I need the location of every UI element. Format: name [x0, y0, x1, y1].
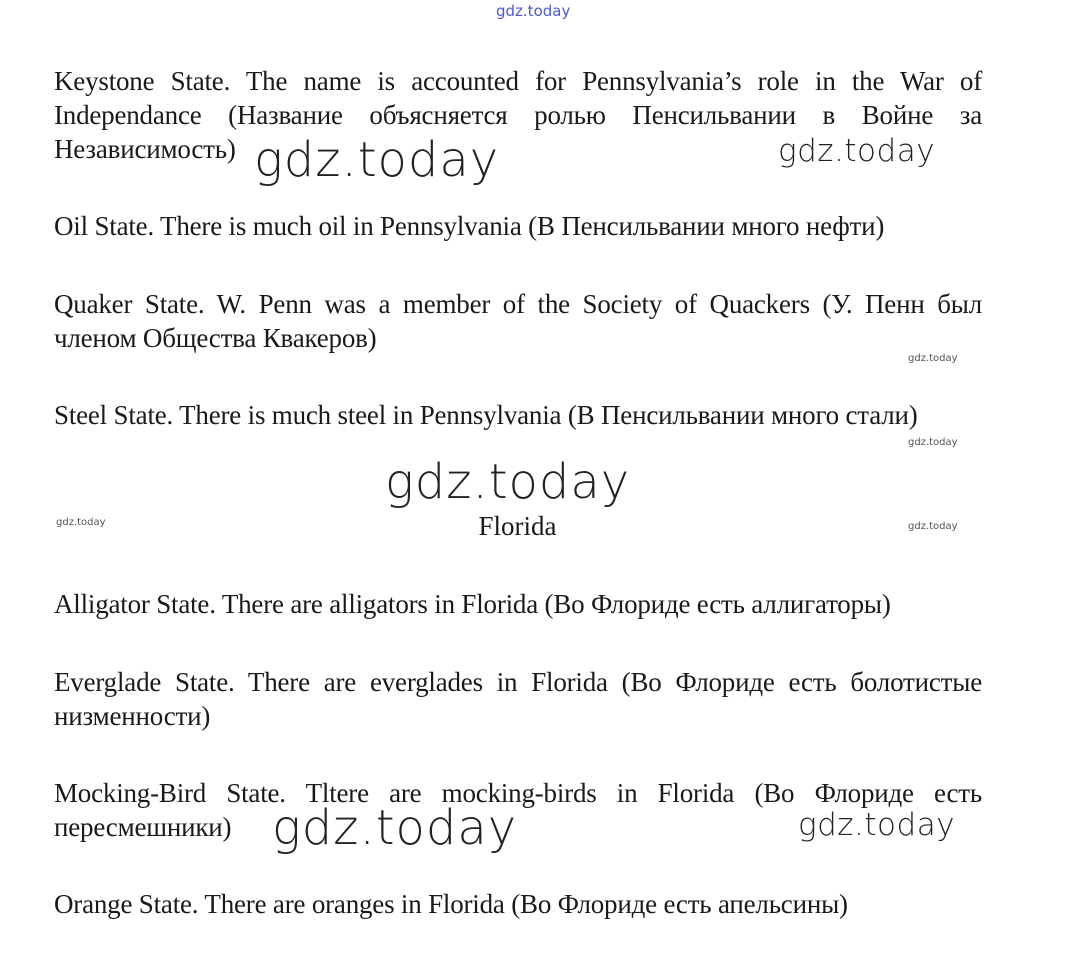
watermark-large-2: gdz.today: [385, 454, 631, 510]
watermark-medium-2: gdz.today: [798, 807, 956, 843]
watermark-top: gdz.today: [496, 2, 571, 20]
entry-orange-state: Orange State. There are oranges in Florida (Во Флориде есть апельсины): [54, 889, 848, 919]
entry-steel-state: Steel State. There is much steel in Pennsylvania (В Пенсильвании много стали): [54, 400, 918, 430]
entry-keystone-state: Keystone State. The name is accounted for Pennsylvania’s role in the War of Independance (Название объясняется ролью Пенсильвании в Войне за Независимость): [54, 66, 982, 164]
watermark-small-3: gdz.today: [56, 517, 106, 528]
watermark-small-4: gdz.today: [908, 521, 958, 532]
entry-alligator-state: Alligator State. There are alligators in Florida (Во Флориде есть аллигаторы): [54, 589, 891, 619]
section-heading-florida: Florida: [478, 511, 557, 541]
entry-mocking-bird-state: Mocking-Bird State. Tltere are mocking-birds in Florida (Во Флориде есть пересмешники): [54, 778, 982, 842]
watermark-large-3: gdz.today: [272, 800, 518, 856]
watermark-medium-1: gdz.today: [778, 133, 936, 169]
watermark-small-1: gdz.today: [908, 353, 958, 364]
watermark-large-1: gdz.today: [254, 132, 500, 188]
entry-quaker-state: Quaker State. W. Penn was a member of the Society of Quackers (У. Пенн был членом Общества Квакеров): [54, 289, 982, 353]
entry-oil-state: Oil State. There is much oil in Pennsylvania (В Пенсильвании много нефти): [54, 211, 885, 241]
watermark-small-2: gdz.today: [908, 437, 958, 448]
entry-everglade-state: Everglade State. There are everglades in Florida (Во Флориде есть болотистые низменности): [54, 667, 982, 731]
